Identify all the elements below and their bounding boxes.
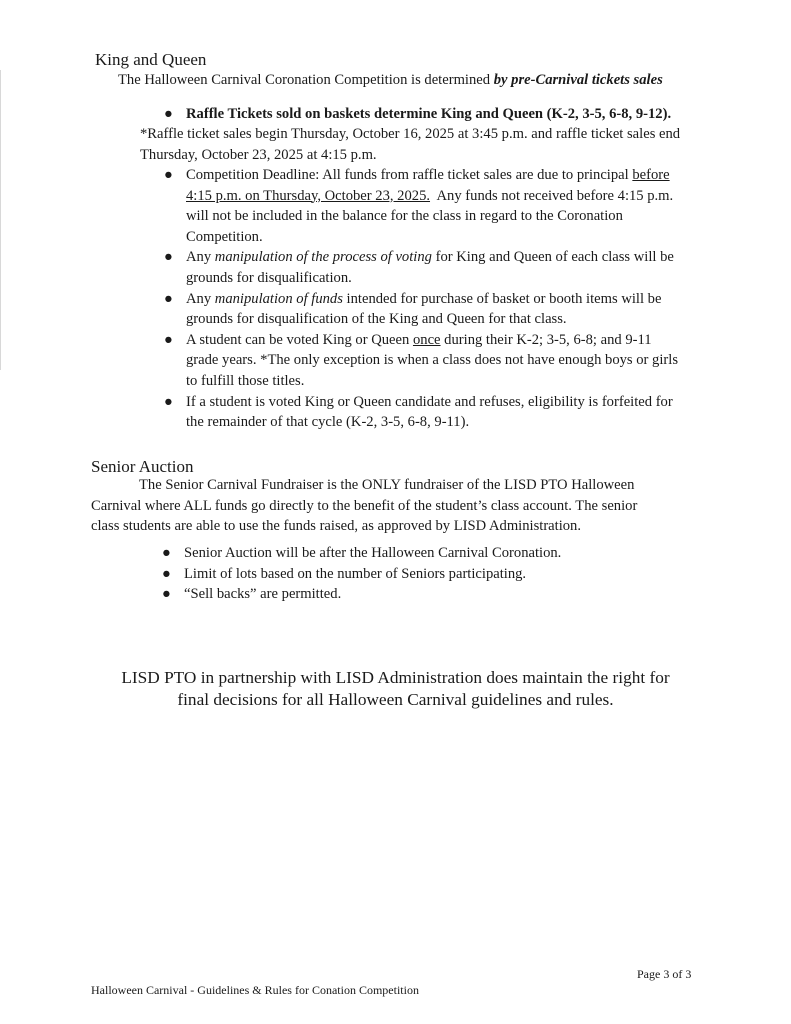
funds-emphasis: manipulation of funds [214, 290, 343, 307]
raffle-bullet-text: Raffle Tickets sold on baskets determine King and Queen (K-2, 3-5, 6-8, 9-12). [186, 106, 672, 122]
list-item [162, 584, 561, 605]
bullet-icon: ● [164, 167, 173, 183]
senior-auction-line: Carnival where ALL funds go directly to the benefit of the student’s class account. The senior [91, 497, 638, 514]
footer-title: Halloween Carnival - Guidelines & Rules for Conation Competition [91, 983, 419, 997]
senior-auction-paragraph [91, 475, 637, 537]
funds-text: grounds for disqualification of the King and Queen for that class. [186, 311, 567, 328]
senior-bullet-text: “Sell backs” are permitted. [184, 586, 342, 603]
refuse-text: If a student is voted King or Queen candidate and refuses, eligibility is forfeited for [186, 393, 673, 410]
bullet-icon: ● [164, 290, 173, 307]
intro-text: The Halloween Carnival Coronation Competition is determined [118, 72, 494, 88]
once-underline: once [412, 331, 441, 348]
raffle-bullet-list [164, 104, 671, 125]
bullet-icon: ● [162, 565, 171, 582]
bullet-icon: ● [164, 249, 173, 266]
senior-auction-bullet-list [162, 543, 561, 605]
bullet-icon: ● [164, 393, 173, 410]
voting-text: for King and Queen of each class will be [431, 249, 674, 266]
closing-statement [0, 667, 791, 711]
funds-text: Any [186, 290, 215, 307]
deadline-text: Any funds not received before 4:15 p.m. [430, 187, 674, 204]
senior-auction-line: The Senior Carnival Fundraiser is the ONLY fundraiser of the LISD PTO Halloween [139, 477, 635, 493]
refuse-text: the remainder of that cycle (K-2, 3-5, 6-8, 9-11). [186, 414, 470, 431]
bullet-icon: ● [162, 586, 171, 603]
bullet-icon: ● [162, 545, 171, 561]
senior-bullet-text: Senior Auction will be after the Halloween Carnival Coronation. [184, 545, 562, 561]
deadline-text: Competition. [186, 228, 263, 245]
list-item [164, 289, 678, 330]
closing-line: LISD PTO in partnership with LISD Administration does maintain the right for [121, 668, 670, 687]
raffle-note-line: Thursday, October 23, 2025 at 4:15 p.m. [140, 146, 377, 163]
raffle-note [140, 124, 680, 165]
deadline-text: will not be included in the balance for the class in regard to the Coronation [186, 208, 623, 225]
list-item [162, 564, 561, 585]
king-queen-rules-list [164, 165, 678, 433]
king-queen-heading: King and Queen [95, 50, 207, 69]
voting-text: grounds for disqualification. [186, 269, 352, 286]
senior-auction-line: class students are able to use the funds raised, as approved by LISD Administration. [91, 518, 582, 535]
once-text: A student can be voted King or Queen [186, 331, 413, 348]
deadline-underline: before [632, 167, 670, 183]
raffle-note-line: *Raffle ticket sales begin Thursday, October 16, 2025 at 3:45 p.m. and raffle ticket sales end [140, 126, 681, 142]
once-text: grade years. *The only exception is when a class does not have enough boys or girls [186, 352, 679, 369]
funds-text: intended for purchase of basket or booth items will be [342, 290, 662, 307]
list-item [164, 165, 678, 247]
deadline-text: Competition Deadline: All funds from raffle ticket sales are due to principal [186, 167, 633, 183]
list-item [162, 543, 561, 564]
page-number: Page 3 of 3 [637, 967, 692, 981]
scan-margin-line [0, 70, 1, 370]
list-item [164, 247, 678, 288]
bullet-icon: ● [164, 331, 173, 348]
intro-emphasis: by pre-Carnival tickets sales [493, 72, 663, 88]
closing-line: final decisions for all Halloween Carnival guidelines and rules. [177, 690, 614, 709]
bullet-icon: ● [164, 106, 173, 122]
king-queen-intro [118, 70, 663, 91]
senior-auction-heading: Senior Auction [91, 457, 194, 476]
once-text: during their K-2; 3-5, 6-8; and 9-11 [440, 331, 652, 348]
senior-bullet-text: Limit of lots based on the number of Seniors participating. [184, 565, 527, 582]
voting-emphasis: manipulation of the process of voting [214, 249, 432, 266]
list-item [164, 392, 678, 433]
list-item [164, 330, 678, 392]
voting-text: Any [186, 249, 215, 266]
deadline-date-underline: 4:15 p.m. on Thursday, October 23, 2025. [186, 187, 431, 204]
list-item [164, 104, 671, 125]
once-text: to fulfill those titles. [186, 372, 305, 389]
